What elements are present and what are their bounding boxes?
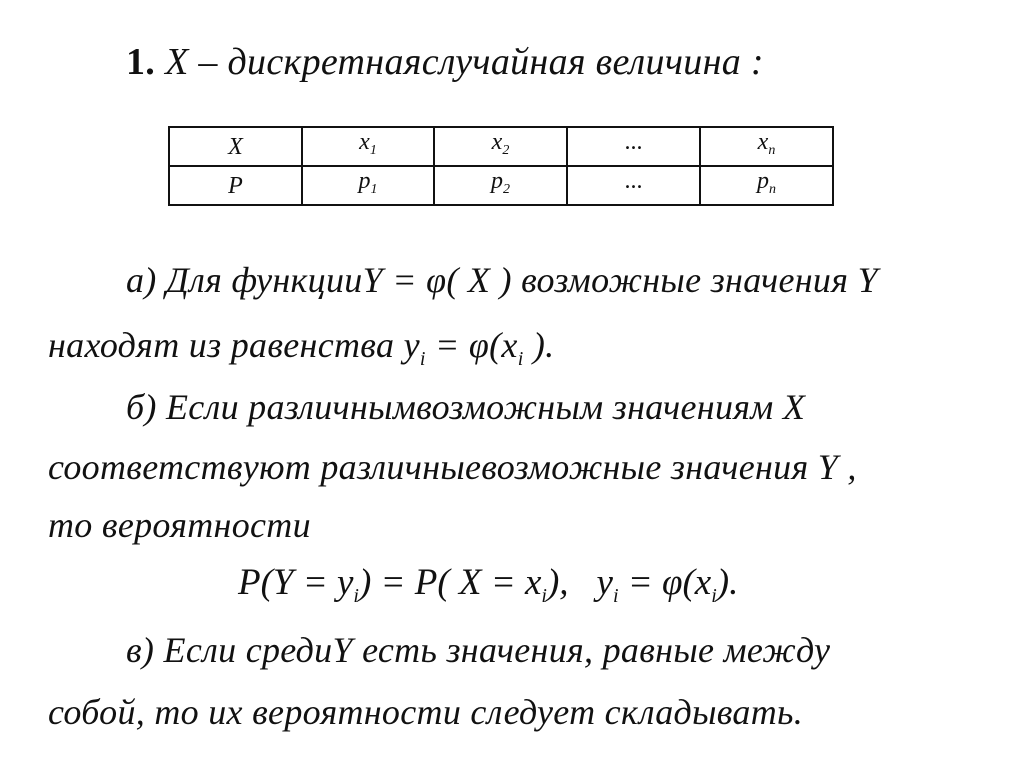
paragraph-b-line2: соответствуют различныевозможные значения Y , xyxy=(48,447,857,487)
cell-base: x xyxy=(757,129,769,155)
paragraph-text: Если различнымвозможным значениям X xyxy=(166,387,806,427)
paragraph-b-line1 xyxy=(126,385,805,429)
cell-subscript: 1 xyxy=(369,143,377,158)
formula-segment: ) = P( X = x xyxy=(358,562,542,603)
table-row-x xyxy=(169,127,833,166)
paragraph-marker: а) xyxy=(126,260,157,300)
table-cell xyxy=(302,166,434,205)
cell-base: ... xyxy=(624,129,643,155)
paragraph-a-line2 xyxy=(48,323,554,381)
cell-subscript: 2 xyxy=(502,143,510,158)
text-segment: = φ(x xyxy=(425,325,518,365)
table-cell xyxy=(434,127,567,166)
table-cell xyxy=(434,166,567,205)
paragraph-a-line1 xyxy=(126,258,878,302)
text-segment: находят из равенства y xyxy=(48,325,420,365)
paragraph-v-line2: собой, то их вероятности следует складывать. xyxy=(48,692,804,732)
formula-segment: ). xyxy=(716,562,739,603)
distribution-table xyxy=(168,126,834,206)
paragraph-marker: б) xyxy=(126,387,157,427)
subscript: i xyxy=(353,585,359,607)
table-cell xyxy=(700,127,833,166)
subscript: i xyxy=(612,585,619,607)
cell-base: p xyxy=(358,168,371,194)
slide-title xyxy=(126,40,764,84)
formula-segment: = φ(x xyxy=(618,562,712,603)
text-segment: ). xyxy=(523,325,555,365)
cell-base: x xyxy=(359,129,370,155)
table-cell xyxy=(567,127,700,166)
paragraph-v-line1 xyxy=(126,628,830,672)
table-cell xyxy=(700,166,833,205)
formula-segment: y xyxy=(596,562,613,603)
table-row-p xyxy=(169,166,833,205)
subscript: i xyxy=(711,585,717,607)
table-header-x: X xyxy=(169,127,302,166)
table-cell xyxy=(567,166,700,205)
subscript: i xyxy=(541,585,547,607)
cell-subscript: 1 xyxy=(370,182,378,197)
probability-formula xyxy=(238,561,738,618)
cell-base: x xyxy=(491,129,503,155)
paragraph-text: Для функцииY = φ( X ) возможные значения Y xyxy=(165,260,878,300)
cell-subscript: n xyxy=(769,182,776,197)
cell-base: ... xyxy=(624,168,643,194)
title-text: X – дискретнаяслучайная величина : xyxy=(165,41,764,83)
paragraph-text: Если средиY есть значения, равные между xyxy=(163,630,831,670)
cell-base: p xyxy=(491,168,503,194)
cell-subscript: n xyxy=(768,143,776,158)
paragraph-b-line3: то вероятности xyxy=(48,505,311,545)
subscript: i xyxy=(419,348,426,370)
table-cell xyxy=(302,127,434,166)
table-header-p: P xyxy=(169,166,302,205)
title-number: 1. xyxy=(126,41,156,83)
cell-base: p xyxy=(757,168,769,194)
formula-segment: ), xyxy=(546,562,569,603)
cell-subscript: 2 xyxy=(503,182,510,197)
paragraph-marker: в) xyxy=(126,630,155,670)
subscript: i xyxy=(517,348,524,370)
formula-segment: P(Y = y xyxy=(238,562,354,603)
